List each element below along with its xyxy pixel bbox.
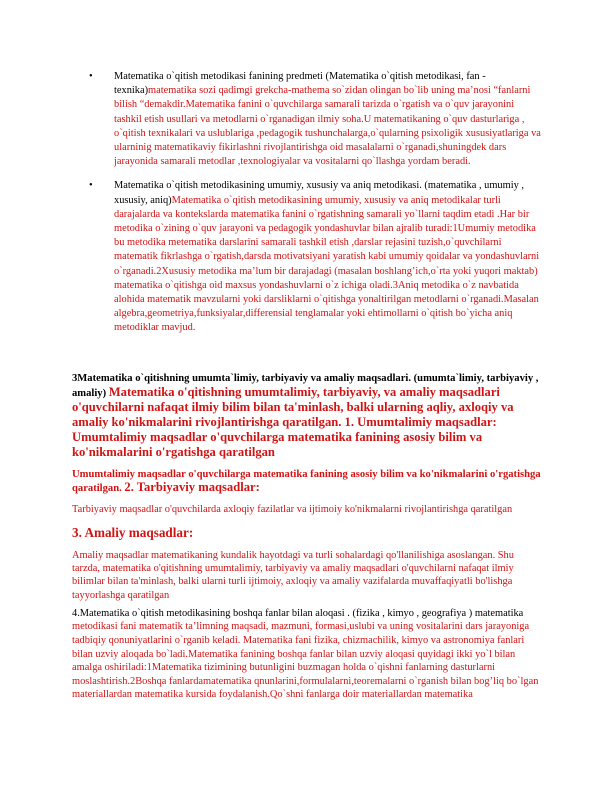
section-heading-paragraph [72,372,542,460]
section-heading-text: 3Matematika o`qitishning umumta`limiy, tarbiyaviy va amaliy maqsadlari. (umumta`limiy, tarbiyaviy , amaliy) [72,373,539,399]
bullet-text [93,179,542,335]
educational-goals-heading: 2. Tarbiyaviy maqsadlar: [124,480,260,494]
practical-goals-text: Amaliy maqsadlar matematikaning kundalik hayotdagi va turli sohalardagi qo'llanilishiga asoslangan. Shu tarzda, matematika o'qitishning umumtalimiy, tarbiyaviy va amaliy maqsadlari o'quvchilarni nafaqat ilmiy bilimlar bilan ta'minlash, balki ularni turli ijtimoiy, axloqiy va amaliy vazifalarda muvaffaqiyatli bo'lishga tayyorlashga qaratilgan [72,550,514,601]
general-goals-text: Umumtalimiy maqsadlar o'quvchilarga matematika fanining asosiy bilim va ko'nikmalarini o'rgatishga qaratilgan. [72,469,541,494]
bullet-text-black: Matematika o`qitish metodikasi fanining predmeti (Matematika o`qitish metodikasi, fan -texnika) [114,71,486,97]
bullet-icon: • [89,71,93,82]
general-goals-paragraph [72,468,542,495]
list-item [72,179,542,335]
bullet-text-red: matematika sozi qadimgi grekcha-mathema so`zidan olingan bo`lib uning ma’nosi “fanlarni bilish “demakdir.Matematika fanini o`quvchilarga samarali tarizda o`rgatish va o`quv jarayonini tashkil etish usullari va metodlarni o`rganadigan ilmiy soha.U matematikaning o`quv dasturlariga , o`qitish texnikalari va uslublariga ,pedagogik tushunchalarga,o`qularning psixoligik xususiyatlariga va ularninig matematikaviy fikirlashni rivojlantirishga oid masalalarni o`rganadi,shuningdek dars jarayonida samarali metodlar ,texnologiyalar va vositalarni qo`llashga yordam beradi. [114,85,541,168]
section-heading-red: Matematika o'qitishning umumtalimiy, tarbiyaviy, va amaliy maqsadlari o'quvchilarni nafaqat ilmiy bilim bilan ta'minlash, balki ularning aqliy, axloqiy va amaliy ko'nikmalarini rivojlantirishga qaratilgan. 1. Umumtalimiy maqsadlar: Umumtalimiy maqsadlar o'quvchilarga matematika fanining asosiy bilim va ko'nikmalarini o'rgatishga qaratilgan [72,385,514,459]
bullet-text-red: Matematika o`qitish metodikasining umumiy, xususiy va aniq metodikalar turli darajalarda va kontekslarda matematika fanini o`rgatishning samarali yo`llarni taqdim etadi .Har bir metodika o`zining o`quv jarayoni va pedagogik yondashuvlar bilan ajralib turadi:1Umumiy metodika bu metodika metematika darslarini samarali tashkil etish ,darslar rejasini tuzish,o`quvchilarni matematik fikrlashga o`rgatish,darsda motivatsiyani yaratish kabi umumiy qoidalar va yondashuvlarni o`rganadi.2Xususiy metodika ma’lum bir darajadagi (masalan boshlang’ich,o`rta yoki yuqori maktab) matematika o`qitishga oid maxsus yondashuvlarni o`z ichiga oladi.3Aniq metodika o`z navbatida alohida matematik mavzularni yoki darsliklarni o`qitishga yonaltirilgan metodlarni o`rganadi.Masalan algebra,geometriya,funksiyalar,differensial tenglamalar yoki ehtimollarni o`qitish bo`yicha aniq metodiklar mavjud. [114,194,540,334]
interdisciplinary-text: metodikasi fani matematik ta’limning maqsadi, mazmuni, formasi,uslubi va uning vositalarini dars jarayoniga tadbiqiy qonuniyatlarini o`rganib keladi. Matematika fani fizika, chizmachilik, kimyo va astronomiya fanlari bilan uzviy aloqada bo`ladi.Matematika fanining boshqa fanlar bilan uzviy aloqasi quyidagi ikki yo`l bilan amalga oshiriladi:1Matematika tizimining butunligini buzmagan holda o`qishni fanlarning dasturlarni moslashtirish.2Boshqa fanlardamatematika qnunlarini,formulalarni,teoremalarni o`rganish bilan bog’liq bo`lgan materiallardan matematika kursida foydalanish.Qo`shni fanlarga doir materiallardan matematika [72,621,539,701]
bullet-text-black: Matematika o`qitish metodikasining umumiy, xususiy va aniq metodikasi. (matematika , umumiy , xususiy, aniq) [114,180,524,206]
list-item [72,70,542,169]
interdisciplinary-paragraph [72,607,542,702]
bullet-list [72,70,542,346]
educational-goals-text: Tarbiyaviy maqsadlar o'quvchilarda axloqiy fazilatlar va ijtimoiy ko'nikmalarni rivojlantirishga qaratilgan [72,504,513,515]
practical-goals-heading: 3. Amaliy maqsadlar: [72,525,194,540]
bullet-text [93,70,542,169]
section-goals [72,372,542,702]
interdisciplinary-heading: 4.Matematika o`qitish metodikasining boshqa fanlar bilan aloqasi . (fizika , kimyo , geografiya ) matematika [72,607,524,619]
bullet-icon: • [89,180,93,192]
